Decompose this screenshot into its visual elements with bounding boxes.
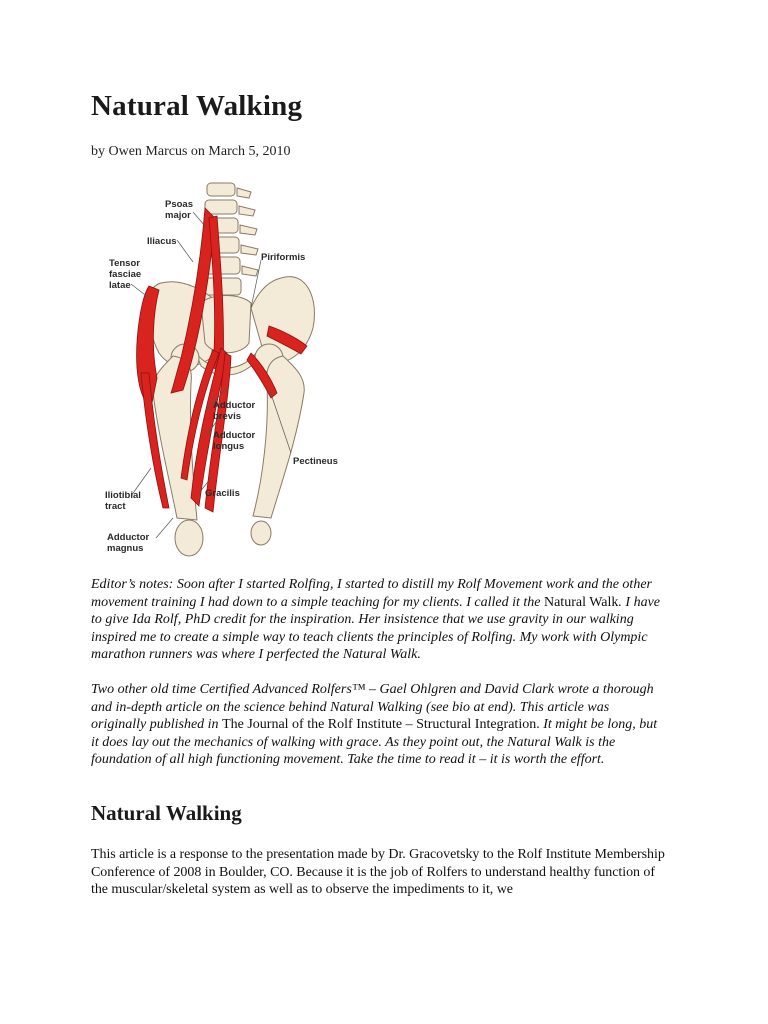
editors-note-text-1: Editor’s notes: Soon after I started Rolfing, I started to distill my Rolf Movement work and the other movement training I had down to a simple teaching for my clients. I called it the [91,577,652,610]
editors-note-text-3: . I have to give Ida Rolf, PhD credit for the inspiration. Her insistence that we use gravity in our walking inspired me to create a simple way to teach clients the principles of Rolfing. My work with Olympic marathon runners was where I perfected the Natural Walk. [91,594,661,662]
label-adductor-brevis: Adductor brevis [213,400,256,422]
byline: by Owen Marcus on March 5, 2010 [91,144,291,159]
journal-name: The Journal of the Rolf Institute – Structural Integration. [222,717,540,732]
authors-note-paragraph [91,681,667,769]
editors-note-paragraph [91,576,667,664]
page-title: Natural Walking [91,90,303,122]
label-psoas-major: Psoas major [165,199,193,221]
label-adductor-longus: Adductor longus [213,430,256,452]
section-heading: Natural Walking [91,801,242,825]
section-body-paragraph: This article is a response to the presentation made by Dr. Gracovetsky to the Rolf Institute Membership Conference of 2008 in Boulder, CO. Because it is the job of Rolfers to understand healthy function of the muscular/skeletal system as well as to observe the impediments to it, we [91,847,665,897]
label-iliacus: Iliacus [147,236,177,247]
editors-note-text-2: Natural Walk [543,594,619,610]
authors-note-text-1: Two other old time Certified Advanced Rolfers™ – Gael Ohlgren and David Clark wrote a thorough and in-depth article on the science behind Natural Walking (see bio at end). This article was originally published in [91,682,654,732]
label-tensor-fasciae-latae: Tensor fasciae latae [109,258,142,291]
label-piriformis: Piriformis [261,252,306,263]
anatomy-illustration [101,178,361,562]
label-adductor-magnus: Adductor magnus [107,532,150,554]
label-iliotibial-tract: Iliotibial tract [105,490,141,512]
authors-note-text-3: It might be long, but it does lay out the mechanics of walking with grace. As they point out, the Natural Walk is the foundation of all high functioning movement. Take the time to read it – it is worth the effort. [91,717,658,767]
hip-muscles-diagram [101,178,361,562]
label-gracilis: Gracilis [205,488,240,499]
label-pectineus: Pectineus [293,456,338,467]
